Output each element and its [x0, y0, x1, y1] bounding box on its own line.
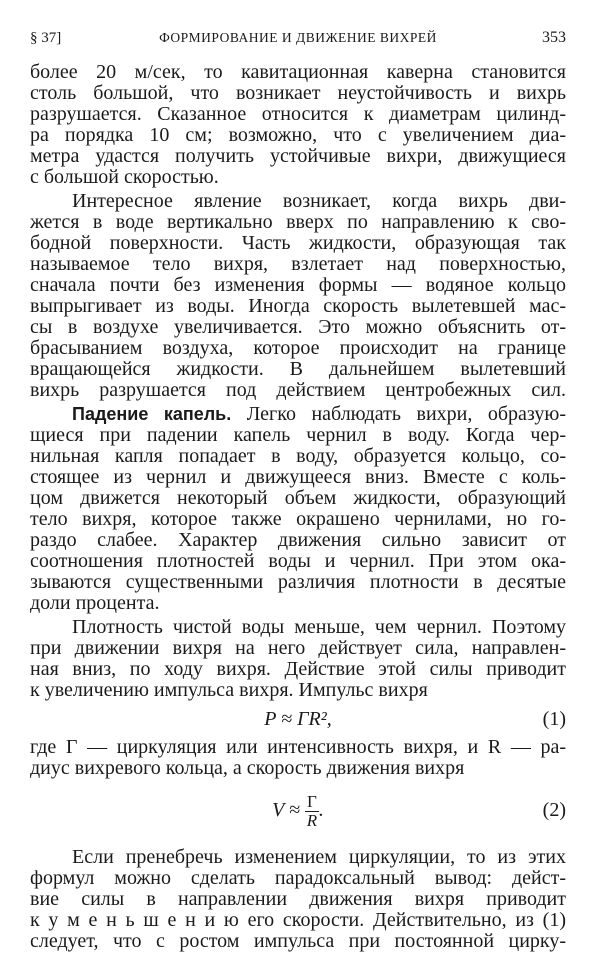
text-line: с большой скоростью. [30, 167, 219, 188]
section-marker: § 37] [30, 30, 62, 46]
formula-2 [30, 779, 566, 841]
text-line: Плотность чистой воды меньше, чем чернил. Поэтому [72, 617, 566, 638]
text-line: доли процента. [30, 593, 160, 614]
fraction-numerator: Γ [307, 791, 317, 811]
text-line: цом движется некоторый объем жидкости, образующий [30, 488, 566, 509]
paragraph-heading: Падение капель. [72, 404, 232, 424]
body-text [30, 62, 566, 952]
text-line: к у м е н ь ш е н и ю его скорости. Действительно, из (1) [30, 910, 566, 931]
text-line: ра порядка 10 см; возможно, что с увеличением диа- [30, 125, 566, 146]
text-line: ная вниз, по ходу вихря. Действие этой силы приводит [30, 659, 566, 680]
text-line: столь большой, что возникает неустойчивость и вихрь [30, 83, 566, 104]
text-line: жется в воде вертикально вверх по направлению к сво- [30, 212, 566, 233]
text-line: вие силы в направлении движения вихря приводит [30, 889, 566, 910]
fraction-denominator: R [306, 810, 318, 830]
text-line: тело вихря, которое также окрашено чернилами, но го- [30, 509, 566, 530]
fraction [305, 793, 319, 830]
running-title: ФОРМИРОВАНИЕ И ДВИЖЕНИЕ ВИХРЕЙ [159, 30, 437, 45]
text-line: раздо слабее. Характер движения сильно зависит от [30, 530, 566, 551]
text-line: нильная капля попадает в воду, образуется кольцо, со- [30, 446, 566, 467]
page-number: 353 [542, 29, 566, 46]
text-line: при движении вихря на него действует сила, направлен- [30, 638, 566, 659]
text-line: сначала почти без изменения формы — водяное кольцо [30, 275, 566, 296]
text-line: соотношения плотностей воды и чернил. При этом ока- [30, 551, 566, 572]
text-line: вращающейся жидкости. В дальнейшем вылетевший [30, 359, 566, 380]
text-line: выпрыгивает из воды. Иногда скорость вылетевшей мас- [30, 296, 566, 317]
equation-number: (1) [542, 708, 566, 730]
formula-1 [30, 701, 566, 737]
text-line: диус вихревого кольца, а скорость движения вихря [30, 758, 465, 779]
text-line: более 20 м/сек, то кавитационная каверна становится [30, 62, 566, 83]
running-header [30, 26, 566, 50]
text-line: Интересное явление возникает, когда вихрь дви- [72, 191, 566, 212]
text-line: разрушается. Сказанное относится к диаметрам цилинд- [30, 104, 566, 125]
text-line: бодной поверхности. Часть жидкости, образующая так [30, 233, 566, 254]
text-line: называемое тело вихря, взлетает над поверхностью, [30, 254, 566, 275]
text-line: зываются существенными различия плотности в десятые [30, 572, 566, 593]
text-line: щиеся при падении капель чернил в воду. Когда чер- [30, 425, 566, 446]
text-fragment: Легко наблюдать вихри, образую- [246, 404, 566, 425]
formula-lhs: V ≈ [272, 799, 300, 821]
text-line: вихрь разрушается под действием центробежных сил. [30, 380, 566, 401]
formula-tail: . [318, 799, 324, 821]
text-line: к увеличению импульса вихря. Импульс вихря [30, 680, 428, 701]
text-line: где Γ — циркуляция или интенсивность вихря, и R — ра- [30, 737, 566, 758]
text-line: стоящее из чернил и движущееся вниз. Вместе с коль- [30, 467, 566, 488]
text-line: формул можно сделать парадоксальный вывод: дейст- [30, 868, 566, 889]
equation-number: (2) [542, 799, 566, 821]
formula-expression: P ≈ ΓR², [264, 708, 332, 730]
formula-expression [30, 779, 566, 841]
text-line: Если пренебречь изменением циркуляции, то из этих [72, 847, 566, 868]
text-line [30, 404, 566, 425]
text-line: брасыванием воздуха, которое происходит на границе [30, 338, 566, 359]
text-line: сы в воздухе увеличивается. Это можно объяснить от- [30, 317, 566, 338]
text-line: следует, что с ростом импульса при постоянной цирку- [30, 931, 566, 952]
text-line: метра удастся получить устойчивые вихри, движущиеся [30, 146, 566, 167]
